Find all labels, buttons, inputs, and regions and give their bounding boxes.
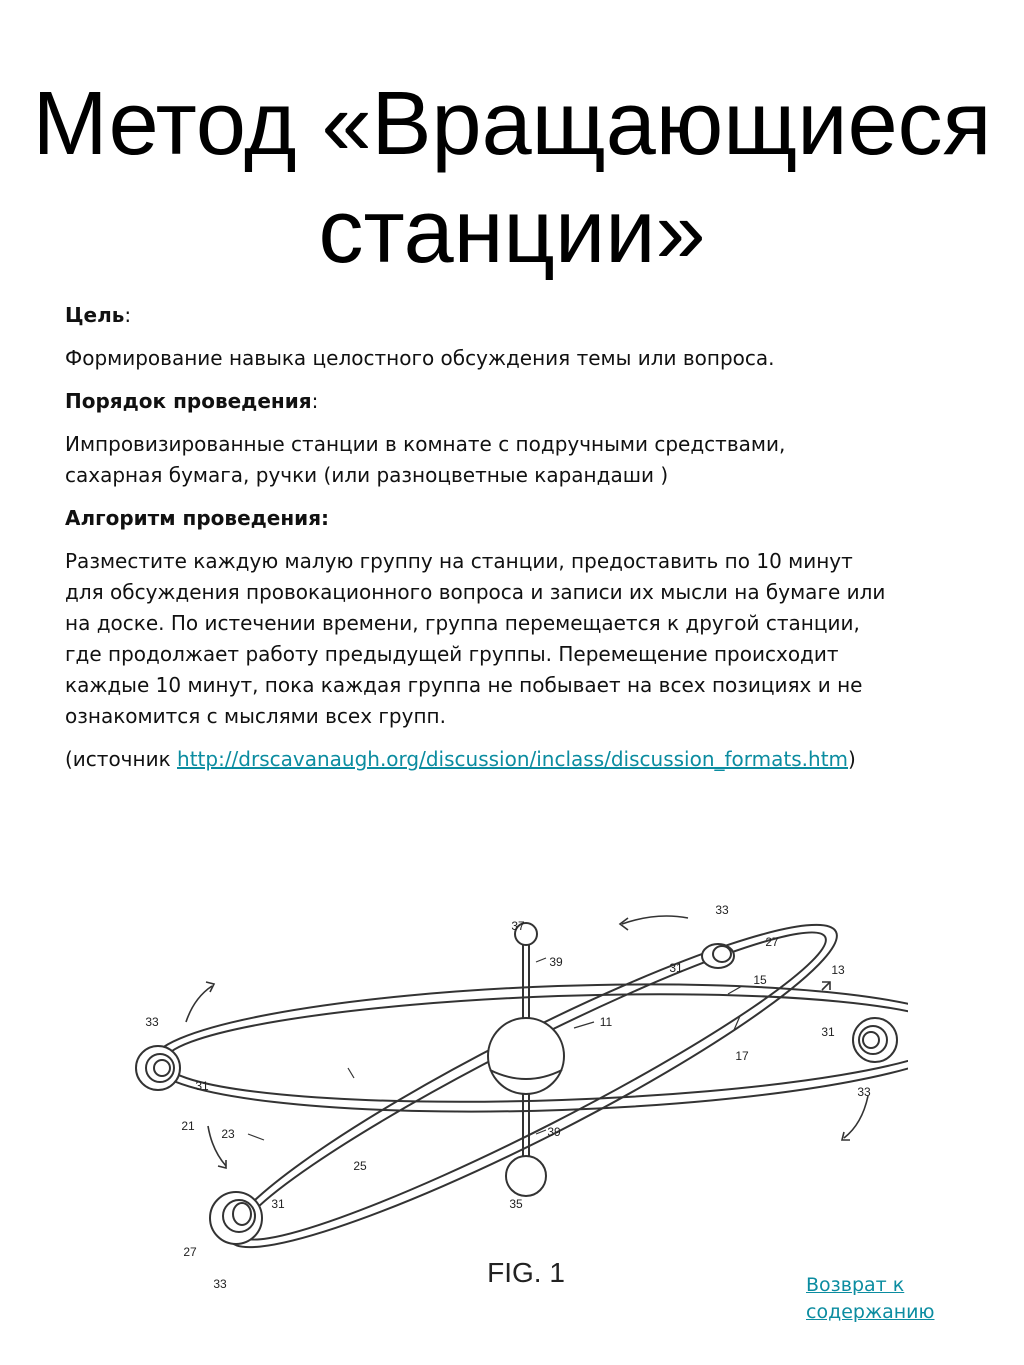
label-27-lower: 27: [183, 1245, 197, 1259]
label-17: 17: [735, 1049, 749, 1063]
slide-content: [65, 300, 965, 787]
goal-text: Формирование навыка целостного обсуждения темы или вопроса.: [65, 346, 775, 370]
bottom-ball: [506, 1156, 546, 1196]
label-39: 39: [549, 955, 563, 969]
label-21: 21: [181, 1119, 195, 1133]
slide-title: [0, 70, 1024, 286]
central-sphere: [488, 1018, 564, 1094]
label-31-right: 31: [821, 1025, 835, 1039]
source-line: [65, 744, 965, 775]
procedure-text-line2: сахарная бумага, ручки (или разноцветные карандаши ): [65, 463, 669, 487]
procedure-text-line1: Импровизированные станции в комнате с подручными средствами,: [65, 432, 786, 456]
label-23: 23: [221, 1127, 235, 1141]
label-31-lower: 31: [271, 1197, 285, 1211]
rotation-arrow-left: [186, 986, 212, 1022]
procedure-label: Порядок проведения: [65, 389, 312, 413]
label-33-left: 33: [145, 1015, 159, 1029]
label-31: 31: [669, 961, 683, 975]
label-15: 15: [753, 973, 767, 987]
algorithm-label: Алгоритм проведения:: [65, 506, 330, 530]
label-13: 13: [831, 963, 845, 977]
label-39-lower: 39: [547, 1125, 561, 1139]
station-left: [136, 1046, 180, 1090]
return-link-line1: Возврат к: [806, 1274, 905, 1296]
label-37: 37: [511, 919, 525, 933]
algorithm-line: каждые 10 минут, пока каждая группа не побывает на всех позициях и не: [65, 673, 863, 697]
station-lower-left: [210, 1192, 262, 1244]
rotating-stations-figure: [128, 890, 908, 1320]
label-35: 35: [509, 1197, 523, 1211]
algorithm-line: Разместите каждую малую группу на станции, предоставить по 10 минут: [65, 549, 853, 573]
label-31-left: 31: [195, 1079, 209, 1093]
algorithm-heading: [65, 503, 965, 534]
source-prefix: (источник: [65, 747, 178, 771]
return-to-contents-link[interactable]: [806, 1272, 946, 1326]
station-right: [853, 1018, 897, 1062]
source-link[interactable]: http://drscavanaugh.org/discussion/inclass/discussion_formats.htm: [177, 747, 849, 771]
algorithm-line: на доске. По истечении времени, группа перемещается к другой станции,: [65, 611, 860, 635]
label-11: 11: [599, 1015, 613, 1029]
station-upper-right: [702, 944, 734, 968]
label-33: 33: [715, 903, 729, 917]
slide-title-line2: станции»: [318, 182, 706, 282]
goal-heading: [65, 300, 965, 331]
label-25: 25: [353, 1159, 367, 1173]
source-suffix: ): [848, 747, 856, 771]
procedure-heading: [65, 386, 965, 417]
label-33-right: 33: [857, 1085, 871, 1099]
return-link-line2: содержанию: [806, 1301, 935, 1323]
goal-colon: :: [124, 303, 132, 327]
algorithm-line: где продолжает работу предыдущей группы. Перемещение происходит: [65, 642, 839, 666]
figure-caption: FIG. 1: [487, 1257, 565, 1288]
algorithm-line: для обсуждения провокационного вопроса и записи их мысли на бумаге или: [65, 580, 886, 604]
slide-title-line1: Метод «Вращающиеся: [32, 74, 992, 174]
algorithm-text: [65, 546, 965, 732]
procedure-text: [65, 429, 965, 491]
procedure-colon: :: [311, 389, 319, 413]
label-33-lower: 33: [213, 1277, 227, 1291]
algorithm-line: ознакомится с мыслями всех групп.: [65, 704, 446, 728]
rotation-arrow-top: [622, 916, 688, 924]
rotation-arrow-right: [844, 1096, 868, 1138]
goal-label: Цель: [65, 303, 125, 327]
label-27: 27: [765, 935, 779, 949]
